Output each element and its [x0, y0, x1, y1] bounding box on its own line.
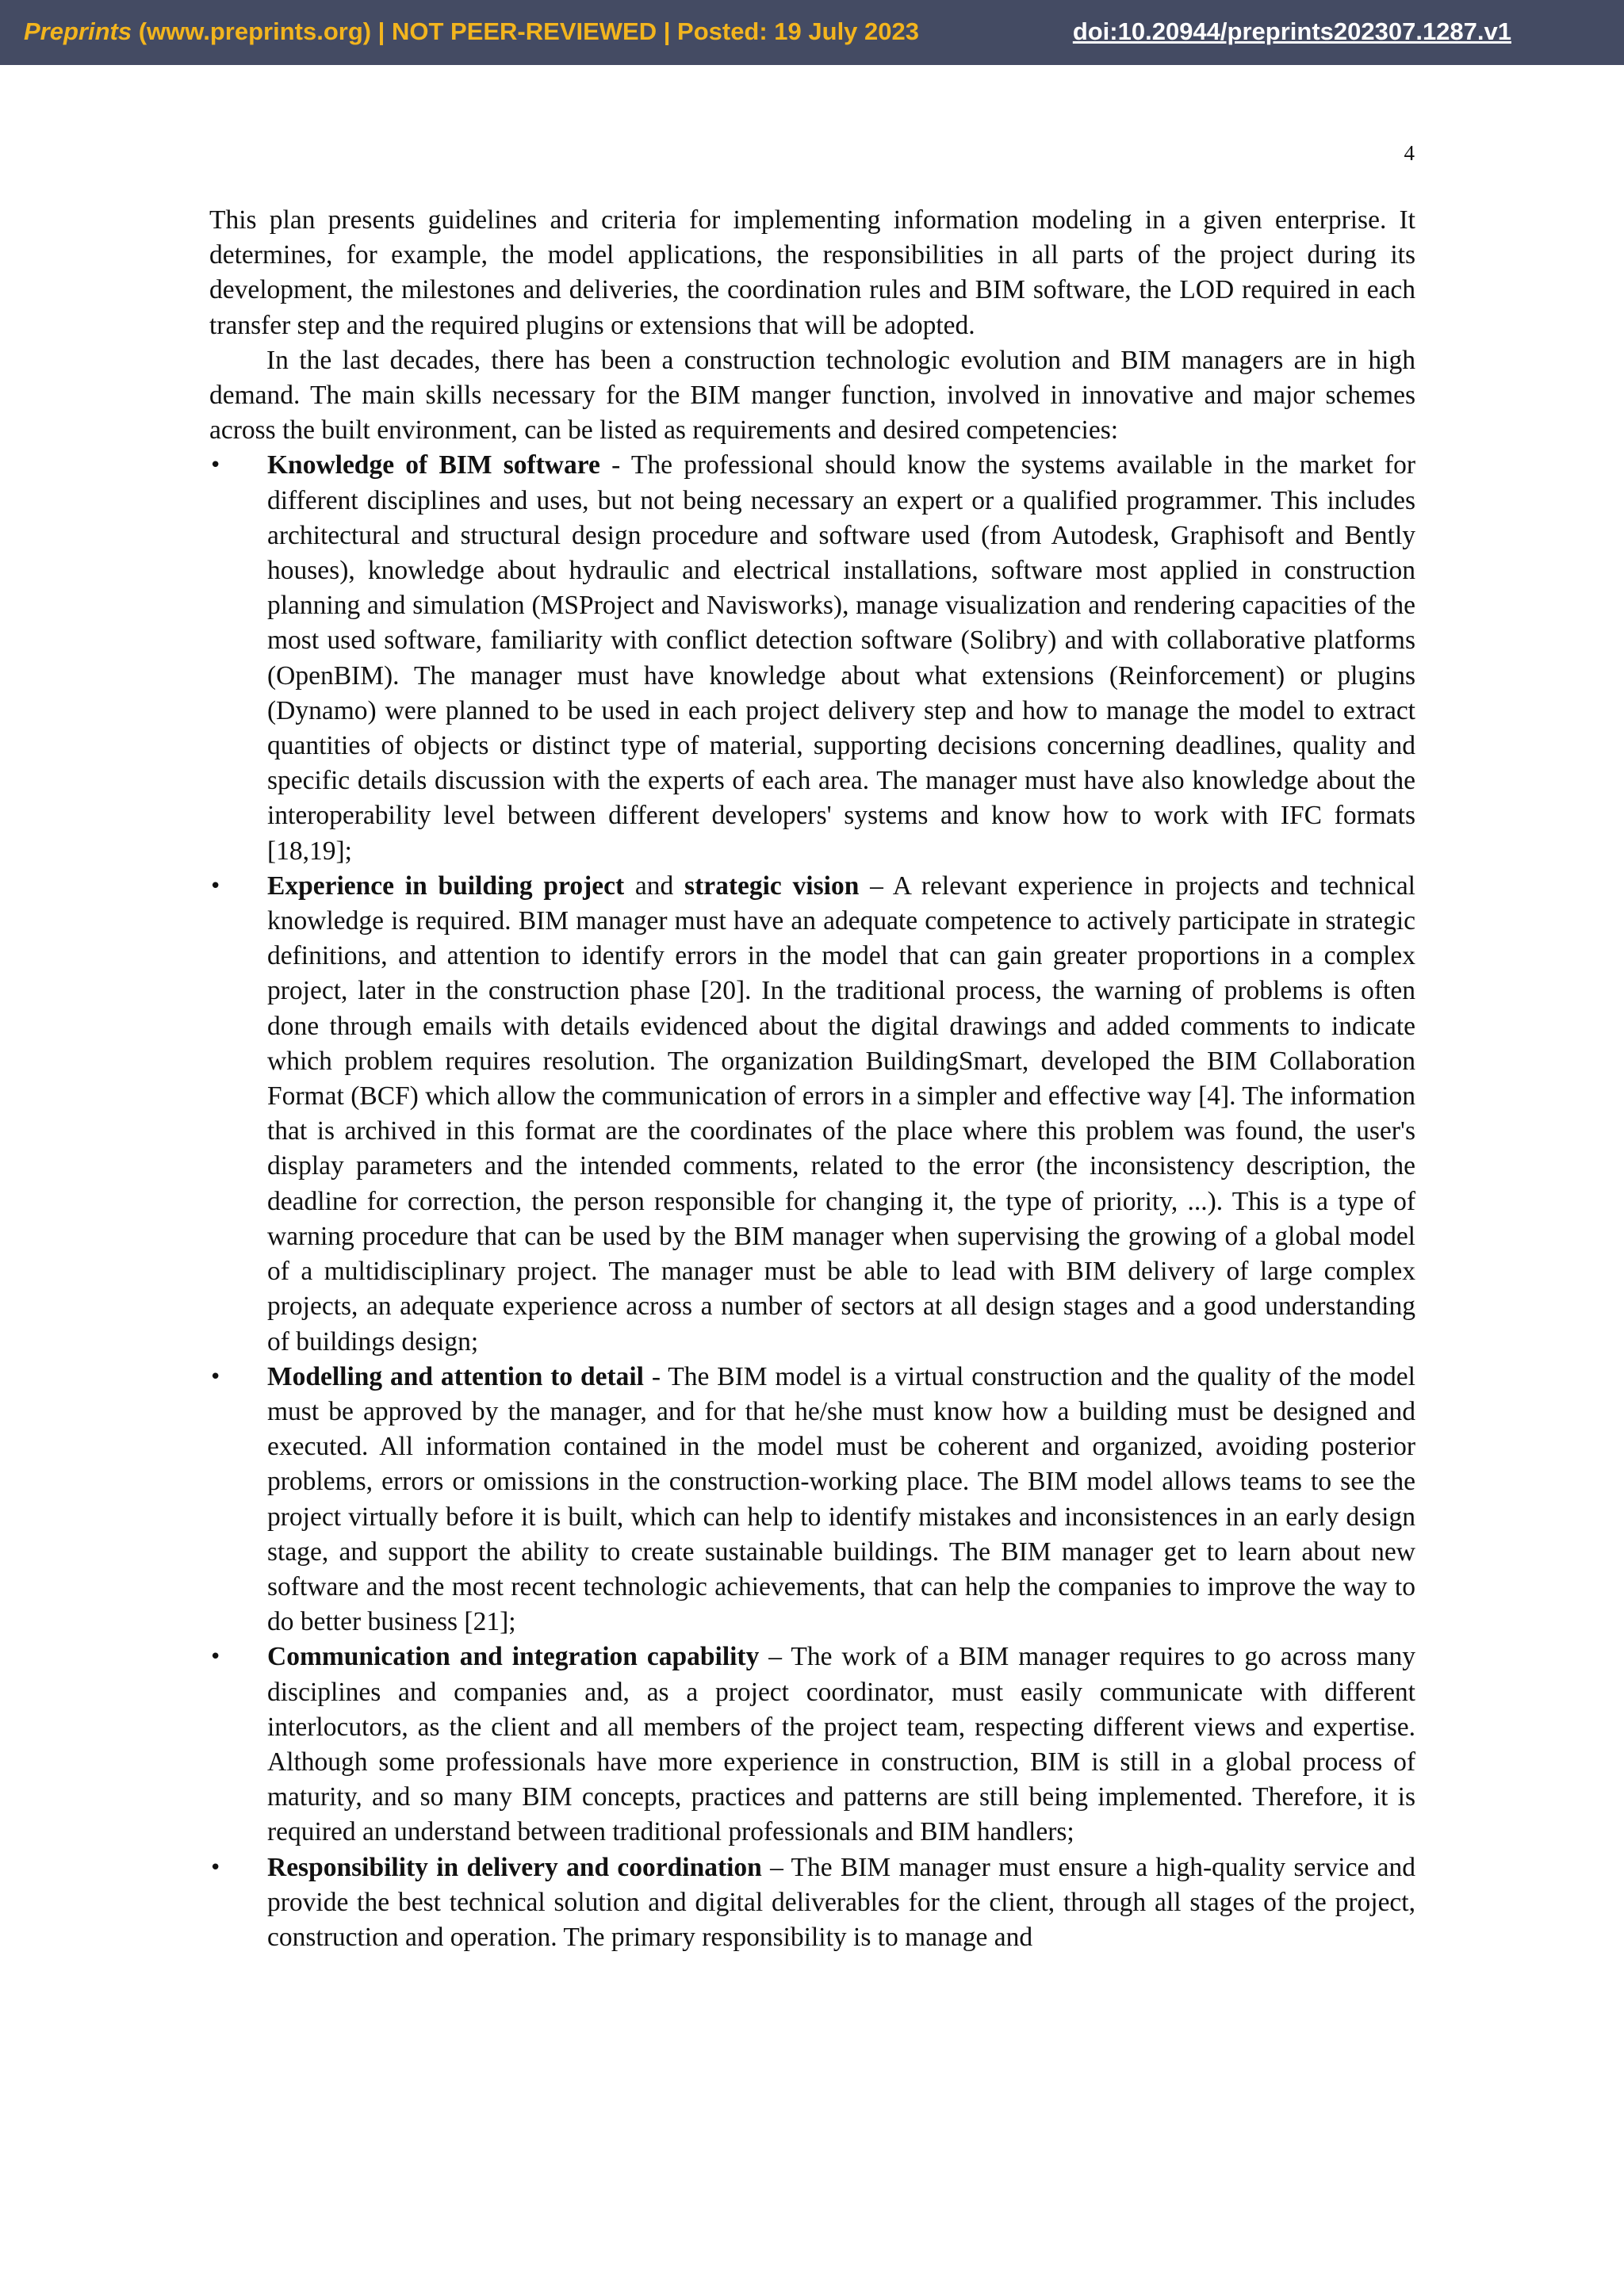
bullet-icon: • — [209, 1645, 222, 1670]
page-number: 4 — [1404, 141, 1415, 165]
bullet-icon: • — [209, 1364, 222, 1389]
bullet-title: Communication and integration capability — [267, 1642, 760, 1672]
list-item — [209, 1850, 1415, 1956]
paragraph: This plan presents guidelines and criteria for implementing information modeling in a given enterprise. It determines, for example, the model applications, the responsibilities in all parts of the project during its development, the milestones and deliveries, the coordination rules and BIM software, the LOD required in each transfer step and the required plugins or extensions that will be adopted. — [209, 205, 1415, 340]
bullet-text: - The BIM model is a virtual construction and the quality of the model must be approved by the manager, and for that he/she must know how a building must be designed and executed. All information contained in the model must be coherent and organized, avoiding posterior problems, errors or omissions in the construction-working place. The BIM model allows teams to see the project virtually before it is built, which can help to identify mistakes and inconsistences in an early design stage, and support the ability to create sustainable buildings. The BIM manager get to learn about new software and the most recent technologic achievements, that can help the companies to improve the way to do better business [21]; — [267, 1361, 1415, 1637]
doi-link[interactable]: doi:10.20944/preprints202307.1287.v1 — [1072, 17, 1511, 45]
list-item — [209, 1640, 1415, 1850]
banner-info — [24, 17, 919, 46]
article-body — [209, 203, 1415, 1955]
list-item — [209, 448, 1415, 868]
bullet-title: Modelling and attention to detail — [267, 1361, 644, 1391]
bullet-title: Experience in building project — [267, 871, 625, 901]
bullet-title: Responsibility in delivery and coordination — [267, 1852, 762, 1882]
bullet-icon: • — [209, 874, 222, 898]
bullet-title-secondary: strategic vision — [684, 871, 860, 901]
paragraph: In the last decades, there has been a construction technologic evolution and BIM managers are in high demand. The main skills necessary for the BIM manger function, involved in innovative and major schemes across the built environment, can be listed as requirements and desired competencies: — [209, 345, 1415, 446]
list-item — [209, 869, 1415, 1360]
preprint-banner — [0, 0, 1624, 65]
bullet-text: - The professional should know the systems available in the market for different disciplines and uses, but not being necessary an expert or a qualified programmer. This includes architectural and structural design procedure and software used (from Autodesk, Graphisoft and Bently houses), knowledge about hydraulic and electrical installations, software most applied in construction planning and simulation (MSProject and Navisworks), manage visualization and rendering capacities of the most used software, familiarity with conflict detection software (Solibry) and with collaborative platforms (OpenBIM). The manager must have knowledge about what extensions (Reinforcement) or plugins (Dynamo) were planned to be used in each project delivery step and how to manage the model to extract quantities of objects or distinct type of material, supporting decisions concerning deadlines, quality and specific details discussion with the experts of each area. The manager must have also knowledge about the interoperability level between different developers' systems and know how to work with IFC formats [18,19]; — [267, 450, 1415, 866]
bullet-icon: • — [209, 453, 222, 478]
bullet-icon: • — [209, 1855, 222, 1880]
preprints-brand: Preprints — [24, 17, 132, 45]
list-item — [209, 1360, 1415, 1640]
bullet-text: – A relevant experience in projects and technical knowledge is required. BIM manager must have an adequate competence to actively participate in strategic definitions, and attention to identify errors in the model that can gain greater proportions in a complex project, later in the construction phase [20]. In the traditional process, the warning of problems is often done through emails with details evidenced about the digital drawings and added comments to indicate which problem requires resolution. The organization BuildingSmart, developed the BIM Collaboration Format (BCF) which allow the communication of errors in a simpler and effective way [4]. The information that is archived in this format are the coordinates of the place where this problem was found, the user's display parameters and the intended comments, related to the error (the inconsistency description, the deadline for correction, the person responsible for changing it, the type of priority, ...). This is a type of warning procedure that can be used by the BIM manager when supervising the growing of a global model of a multidisciplinary project. The manager must be able to lead with BIM delivery of large complex projects, an adequate experience across a number of sectors at all design stages and a good understanding of buildings design; — [267, 871, 1415, 1357]
bullet-connector: and — [624, 871, 685, 901]
competencies-list — [209, 448, 1415, 1955]
bullet-text: – The BIM manager must ensure a high-quality service and provide the best technical solution and digital deliverables for the client, through all stages of the project, construction and operation. The primary responsibility is to manage and — [267, 1852, 1415, 1952]
bullet-title: Knowledge of BIM software — [267, 450, 600, 480]
bullet-text: – The work of a BIM manager requires to go across many disciplines and companies and, as a project coordinator, must easily communicate with different interlocutors, as the client and all members of the project team, respecting different views and expertise. Although some professionals have more experience in construction, BIM is still in a global process of maturity, and so many BIM concepts, practices and patterns are still being implemented. Therefore, it is required an understand between traditional professionals and BIM handlers; — [267, 1642, 1415, 1847]
banner-site-status: (www.preprints.org) | NOT PEER-REVIEWED | Posted: 19 July 2023 — [132, 17, 920, 45]
